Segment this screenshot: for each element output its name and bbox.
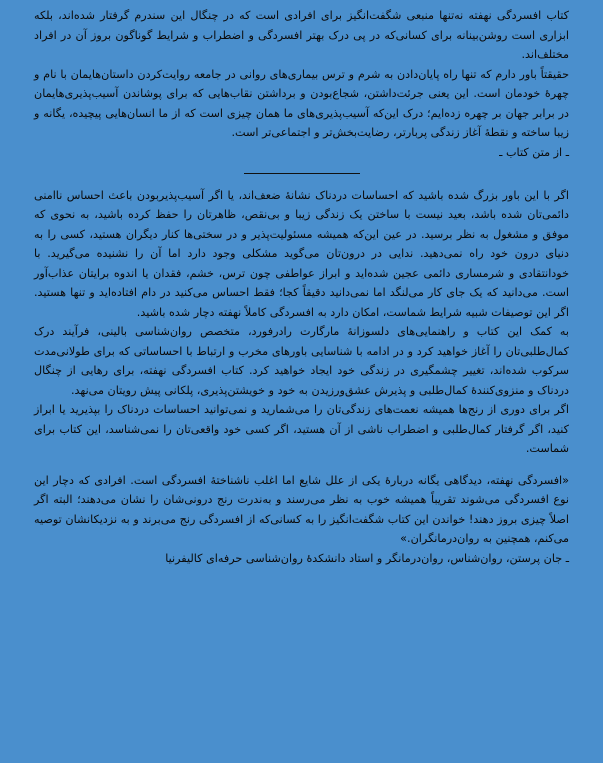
source-note: ـ از متن کتاب ـ xyxy=(499,145,569,159)
quote-attribution: ـ جان پرستن، روان‌شناس، روان‌درمانگر و استاد دانشکدهٔ روان‌شناسی حرفه‌ای کالیفرنیا xyxy=(165,551,569,565)
intro-paragraph-1: کتاب افسردگی نهفته نه‌تنها منبعی شگفت‌انگیز برای افرادی است که در چنگال این سندرم گرفتار شده‌اند، بلکه ابزاری است روشن‌بینانه برای کسانی‌که در پی درک بهتر افسردگی و اضطراب و شرایط گوناگون بروز آن در افراد مختلف‌اند. xyxy=(34,9,569,61)
intro-paragraph-2: حقیقتاً باور دارم که تنها راه پایان‌دادن به شرم و ترس بیماری‌های روانی در جامعه روایت‌کردن داستان‌هایمان با نام و چهرهٔ خودمان است. این یعنی جرئت‌داشتن، شجاع‌بودن و برداشتن نقاب‌هایی که برای پوشاندن آسیب‌پذیری‌هایمان در برابر جهان بر چهره زده‌ایم؛ درک این‌که آسیب‌پذیری‌های ما همان چیزی است که از ما انسان‌هایی پیچیده، یگانه و زیبا ساخته و نقطهٔ آغاز زندگی پربارتر، رضایت‌بخش‌تر و اجتماعی‌تر است. xyxy=(34,67,569,139)
section-divider xyxy=(244,173,360,174)
quote-text: «افسردگی نهفته، دیدگاهی یگانه دربارهٔ یکی از علل شایع اما اغلب ناشناختهٔ افسردگی است. افرادی که دچار این نوع افسردگی می‌شوند تقریباً همیشه خوب به نظر می‌رسند و به‌ندرت رنج درونی‌شان را نشان می‌دهند؛ البته اگر اصلاً چیزی بروز دهند! خواندن این کتاب شگفت‌انگیز را به کسانی‌که از افسردگی رنج می‌برند و به نزدیکانشان توصیه می‌کنم، همچنین به روان‌درمانگران.» xyxy=(34,473,569,545)
body-paragraph-1: اگر با این باور بزرگ شده باشید که احساسات دردناک نشانهٔ ضعف‌اند، یا اگر آسیب‌پذیربودن باعث احساس ناامنی دائمی‌تان شده باشد، بعید نیست با ساختن یک زندگی زیبا و بی‌نقص، ظاهرتان را حفظ کرده باشید، به نحوی که موفق و مشغول به نظر برسید. در عین این‌که همیشه مسئولیت‌پذیر و در سختی‌ها کنار دیگران هستید، کسی را به دنیای درون خود راه نمی‌دهید. ندایی در درون‌تان می‌گوید مشکلی وجود دارد اما آن را نشنیده می‌گیرید. با خودانتقادی و شرمساری دائمی عجین شده‌اید و ابراز عواطفی چون ترس، خشم، فقدان یا اندوه برایتان عذاب‌آور است. می‌دانید که یک جای کار می‌لنگد اما نمی‌دانید دقیقاً کجا؛ فقط احساس می‌کنید در دام افتاده‌اید و تنها هستید. اگر این توصیفات شبیه شرایط شماست، امکان دارد به افسردگی کاملاً نهفته دچار شده باشید. xyxy=(34,188,569,319)
endorsement-quote xyxy=(34,471,569,569)
body-paragraph-3: اگر برای دوری از رنج‌ها همیشه نعمت‌های زندگی‌تان را می‌شمارید و نمی‌توانید احساسات دردناک را بپذیرید یا ابراز کنید، اگر گرفتار کمال‌طلبی و اضطراب ناشی از آن هستید، اگر کسی خود واقعی‌تان را نمی‌شناسد، این کتاب برای شماست. xyxy=(34,403,569,455)
body-paragraph-2: به کمک این کتاب و راهنمایی‌های دلسوزانهٔ مارگارت رادرفورد، متخصص روان‌شناسی بالینی، فرآیند درک کمال‌طلبی‌تان را آغاز خواهید کرد و در ادامه با شناسایی باورهای مخرب و ارتباط با احساساتی که برای طولانی‌مدت سرکوب شده‌اند، تغییر چشمگیری در زندگی خود ایجاد خواهید کرد. کتاب افسردگی نهفته، برای رهایی از چنگال دردناک و منزوی‌کنندهٔ کمال‌طلبی و پذیرش عشق‌ورزیدن به خود و خویشتن‌پذیری، پلکانی پیش رویتان می‌نهد. xyxy=(34,325,569,397)
